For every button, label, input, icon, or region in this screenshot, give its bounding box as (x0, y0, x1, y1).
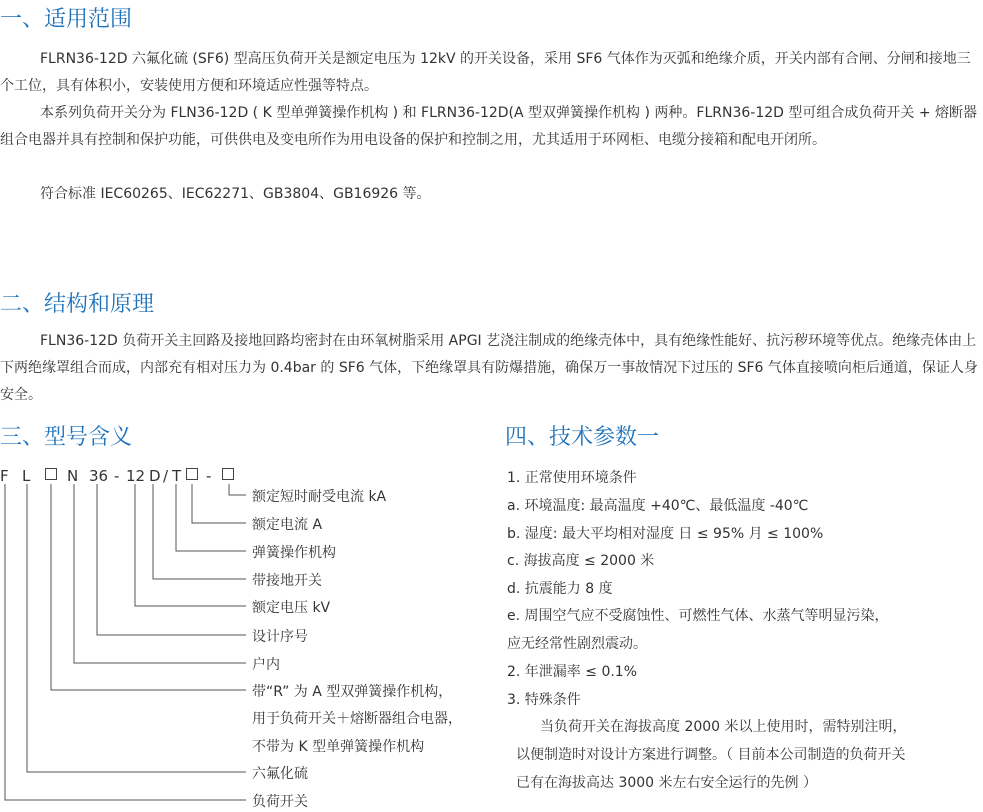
label-sf6: 六氟化硫 (252, 766, 308, 782)
label-earth: 带接地开关 (252, 573, 322, 589)
leader-line-r (51, 484, 246, 690)
section2-heading: 二、结构和原理 (0, 292, 155, 317)
section1-paragraph-1: FLRN36-12D 六氟化硫 (SF6) 型高压负荷开关是额定电压为 12kV 的开关设备，采用 SF6 气体作为灭弧和绝缘介质，开关内部有合闸、分闸和接地三个工位，具有体积小，安装使用方便和环境适应性强等特点。 (0, 51, 971, 94)
label-r-line2: 用于负荷开关＋熔断器组合电器， (252, 711, 462, 727)
section4-heading: 四、技术参数一 (505, 425, 660, 450)
leader-line-design (97, 484, 246, 635)
label-voltage: 额定电压 kV (252, 600, 331, 616)
leader-line-earth (153, 484, 246, 579)
leader-line-spring (176, 484, 246, 551)
param-line: c. 海拔高度 ≤ 2000 米 (507, 553, 655, 569)
code-letter-t: T (172, 467, 182, 485)
code-letter-n: N (67, 467, 79, 485)
section1-paragraph-2: 本系列负荷开关分为 FLN36-12D ( K 型单弹簧操作机构 ) 和 FLRN36-12D(A 型双弹簧操作机构 ) 两种。FLRN36-12D 型可组合成负荷开关 + 熔断器组合电器并具有控制和保护功能，可供供电及变电所作为用电设备的保护和控制之用，尤其适用于环网柜、电缆分接箱和配电开闭所。 (0, 105, 977, 148)
param-line: a. 环境温度: 最高温度 +40℃、最低温度 -40℃ (507, 498, 809, 514)
label-spring: 弹簧操作机构 (252, 545, 336, 561)
param-line: d. 抗震能力 8 度 (507, 581, 613, 597)
leader-line-kA (229, 484, 246, 495)
label-design: 设计序号 (252, 629, 308, 645)
param-line: 3. 特殊条件 (507, 692, 581, 708)
section2-paragraph: FLN36-12D 负荷开关主回路及接地回路均密封在由环氧树脂采用 APGI 艺浇注制成的绝缘壳体中，具有绝缘性能好、抗污秽环境等优点。绝缘壳体由上下两绝缘罩组合而成，内部充有相对压力为 0.4bar 的 SF6 气体，下绝缘罩具有防爆措施，确保万一事故情况下过压的 SF6 气体直接喷向柜后通道，保证人身安全。 (0, 333, 978, 403)
label-current: 额定电流 A (252, 517, 323, 533)
label-r-line1: 带“R” 为 A 型双弹簧操作机构， (252, 684, 453, 700)
leader-line-voltage (135, 484, 246, 606)
param-line: 以便制造时对设计方案进行调整。（ 目前本公司制造的负荷开关 (516, 747, 906, 763)
param-line: 当负荷开关在海拔高度 2000 米以上使用时，需特别注明， (540, 719, 907, 735)
label-r-line3: 不带为 K 型单弹簧操作机构 (252, 739, 425, 755)
code-dash-1: - (114, 467, 120, 485)
leader-line-current (192, 484, 246, 523)
section1-heading: 一、适用范围 (0, 7, 133, 32)
label-kA: 额定短时耐受电流 kA (252, 489, 387, 505)
code-letter-f: F (0, 467, 9, 485)
label-load-switch: 负荷开关 (252, 794, 308, 810)
code-slash: / (163, 467, 169, 485)
code-number-36: 36 (89, 467, 109, 485)
param-line: 2. 年泄漏率 ≤ 0.1% (507, 664, 638, 680)
label-indoor: 户内 (252, 657, 280, 673)
code-dash-2: - (206, 467, 212, 485)
code-letter-d: D (149, 467, 161, 485)
param-line: 已有在海拔高达 3000 米左右安全运行的先例 ） (516, 775, 817, 791)
param-line: e. 周围空气应不受腐蚀性、可燃性气体、水蒸气等明显污染， (507, 608, 889, 624)
leader-line-sf6 (27, 484, 246, 772)
section1-paragraph-3: 符合标准 IEC60265、IEC62271、GB3804、GB16926 等。 (40, 186, 431, 202)
code-number-12: 12 (126, 467, 146, 485)
param-line: 1. 正常使用环境条件 (507, 470, 637, 486)
leader-line-load-switch (5, 484, 246, 800)
section3-heading: 三、型号含义 (0, 425, 133, 450)
param-line: 应无经常性剧烈震动。 (507, 636, 647, 652)
code-letter-l: L (22, 467, 31, 485)
leader-line-indoor (74, 484, 246, 663)
param-line: b. 湿度: 最大平均相对湿度 日 ≤ 95% 月 ≤ 100% (507, 526, 824, 542)
